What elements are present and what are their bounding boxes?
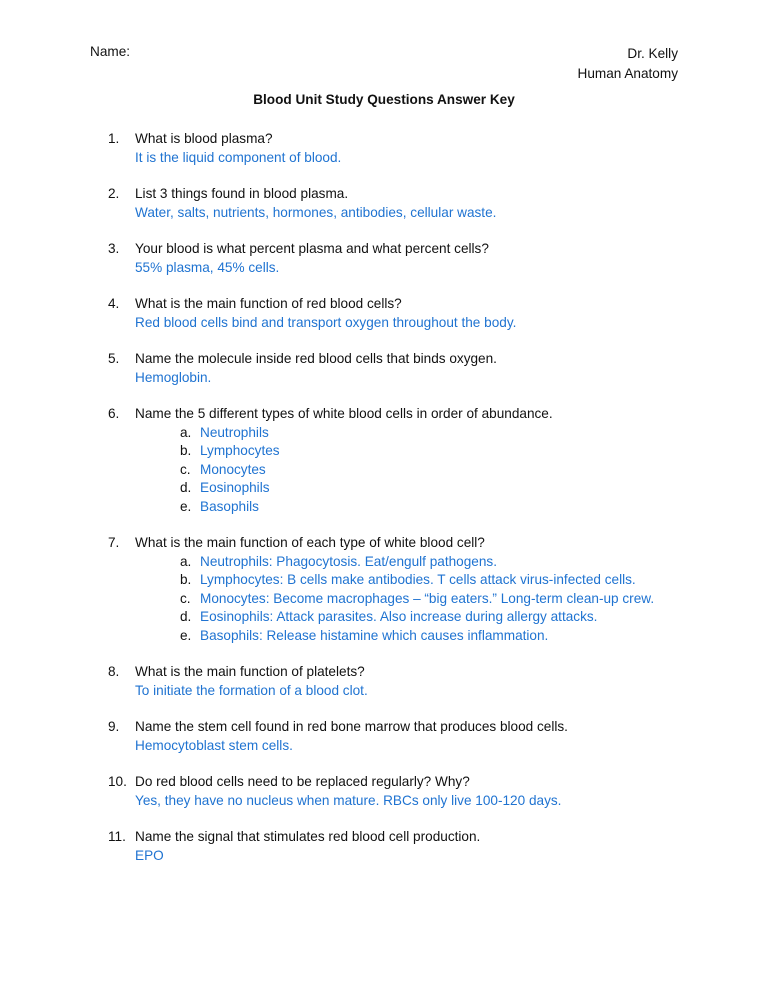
sub-answer-text: Monocytes — [200, 461, 266, 477]
sub-answer-text: Lymphocytes — [200, 443, 280, 458]
answer-text: Red blood cells bind and transport oxygen throughout the body. — [135, 314, 517, 330]
question-item — [108, 405, 708, 516]
question-number: 10. — [108, 774, 127, 789]
sub-answer-text: Neutrophils: Phagocytosis. Eat/engulf pathogens. — [200, 553, 497, 569]
sub-answer-item — [180, 479, 708, 498]
course-name: Human Anatomy — [577, 66, 678, 81]
question-text: Name the 5 different types of white blood cells in order of abundance. — [135, 406, 553, 421]
question-item — [108, 295, 708, 332]
sub-answer-item — [180, 627, 708, 646]
question-number: 8. — [108, 664, 120, 679]
question-text: Your blood is what percent plasma and what percent cells? — [135, 241, 489, 256]
sub-answer-item — [180, 498, 708, 517]
question-number: 2. — [108, 186, 120, 201]
question-item — [108, 534, 708, 645]
question-number: 4. — [108, 296, 120, 311]
question-text: List 3 things found in blood plasma. — [135, 186, 349, 201]
name-label: Name: — [90, 44, 131, 59]
answer-text: Water, salts, nutrients, hormones, antibodies, cellular waste. — [135, 204, 497, 220]
sub-letter: b. — [180, 572, 192, 587]
question-number: 11. — [108, 829, 126, 844]
question-list — [108, 130, 708, 883]
question-text: Name the stem cell found in red bone marrow that produces blood cells. — [135, 719, 568, 734]
sub-answer-item — [180, 608, 708, 627]
question-item — [108, 185, 708, 222]
teacher-name: Dr. Kelly — [627, 46, 678, 61]
answer-text: It is the liquid component of blood. — [135, 149, 342, 165]
sub-letter: d. — [180, 480, 192, 495]
sub-answer-text: Eosinophils — [200, 480, 270, 495]
sub-answer-item — [180, 590, 708, 609]
answer-text: To initiate the formation of a blood clot. — [135, 682, 368, 698]
sub-letter: a. — [180, 424, 192, 440]
sub-answer-item — [180, 461, 708, 480]
sub-letter: b. — [180, 443, 192, 458]
header-right — [578, 44, 679, 84]
sub-answer-list — [135, 424, 708, 517]
answer-text: 55% plasma, 45% cells. — [135, 259, 280, 275]
sub-letter: c. — [180, 590, 191, 606]
sub-answer-text: Eosinophils: Attack parasites. Also increase during allergy attacks. — [200, 609, 598, 624]
sub-answer-text: Basophils — [200, 498, 259, 514]
answer-text: EPO — [135, 847, 164, 863]
sub-letter: a. — [180, 553, 192, 569]
question-number: 3. — [108, 241, 120, 256]
question-number: 6. — [108, 406, 120, 421]
question-text: What is the main function of platelets? — [135, 664, 365, 679]
sub-letter: e. — [180, 627, 192, 643]
question-item — [108, 773, 708, 810]
question-number: 5. — [108, 351, 120, 366]
sub-letter: c. — [180, 461, 191, 477]
question-item — [108, 350, 708, 387]
page-title: Blood Unit Study Questions Answer Key — [253, 92, 515, 107]
question-item — [108, 663, 708, 700]
question-item — [108, 718, 708, 755]
sub-answer-item — [180, 553, 708, 572]
question-text: Do red blood cells need to be replaced regularly? Why? — [135, 774, 470, 789]
sub-answer-text: Lymphocytes: B cells make antibodies. T cells attack virus-infected cells. — [200, 572, 636, 587]
sub-answer-item — [180, 571, 708, 590]
question-text: Name the signal that stimulates red blood cell production. — [135, 829, 481, 844]
answer-text: Hemocytoblast stem cells. — [135, 737, 293, 753]
question-item — [108, 828, 708, 865]
question-number: 1. — [108, 131, 120, 146]
question-item — [108, 130, 708, 167]
question-text: What is blood plasma? — [135, 131, 273, 146]
answer-text: Hemoglobin. — [135, 369, 212, 385]
sub-answer-text: Neutrophils — [200, 424, 269, 440]
sub-letter: d. — [180, 609, 192, 624]
sub-answer-text: Basophils: Release histamine which causes inflammation. — [200, 627, 549, 643]
question-item — [108, 240, 708, 277]
answer-text: Yes, they have no nucleus when mature. RBCs only live 100-120 days. — [135, 792, 562, 808]
sub-answer-item — [180, 424, 708, 443]
sub-answer-text: Monocytes: Become macrophages – “big eaters.” Long-term clean-up crew. — [200, 590, 655, 606]
sub-answer-list — [135, 553, 708, 646]
question-number: 9. — [108, 719, 120, 734]
question-text: What is the main function of red blood cells? — [135, 296, 402, 311]
question-text: What is the main function of each type of white blood cell? — [135, 535, 485, 550]
question-number: 7. — [108, 535, 120, 550]
question-text: Name the molecule inside red blood cells that binds oxygen. — [135, 351, 497, 366]
sub-answer-item — [180, 442, 708, 461]
sub-letter: e. — [180, 498, 192, 514]
